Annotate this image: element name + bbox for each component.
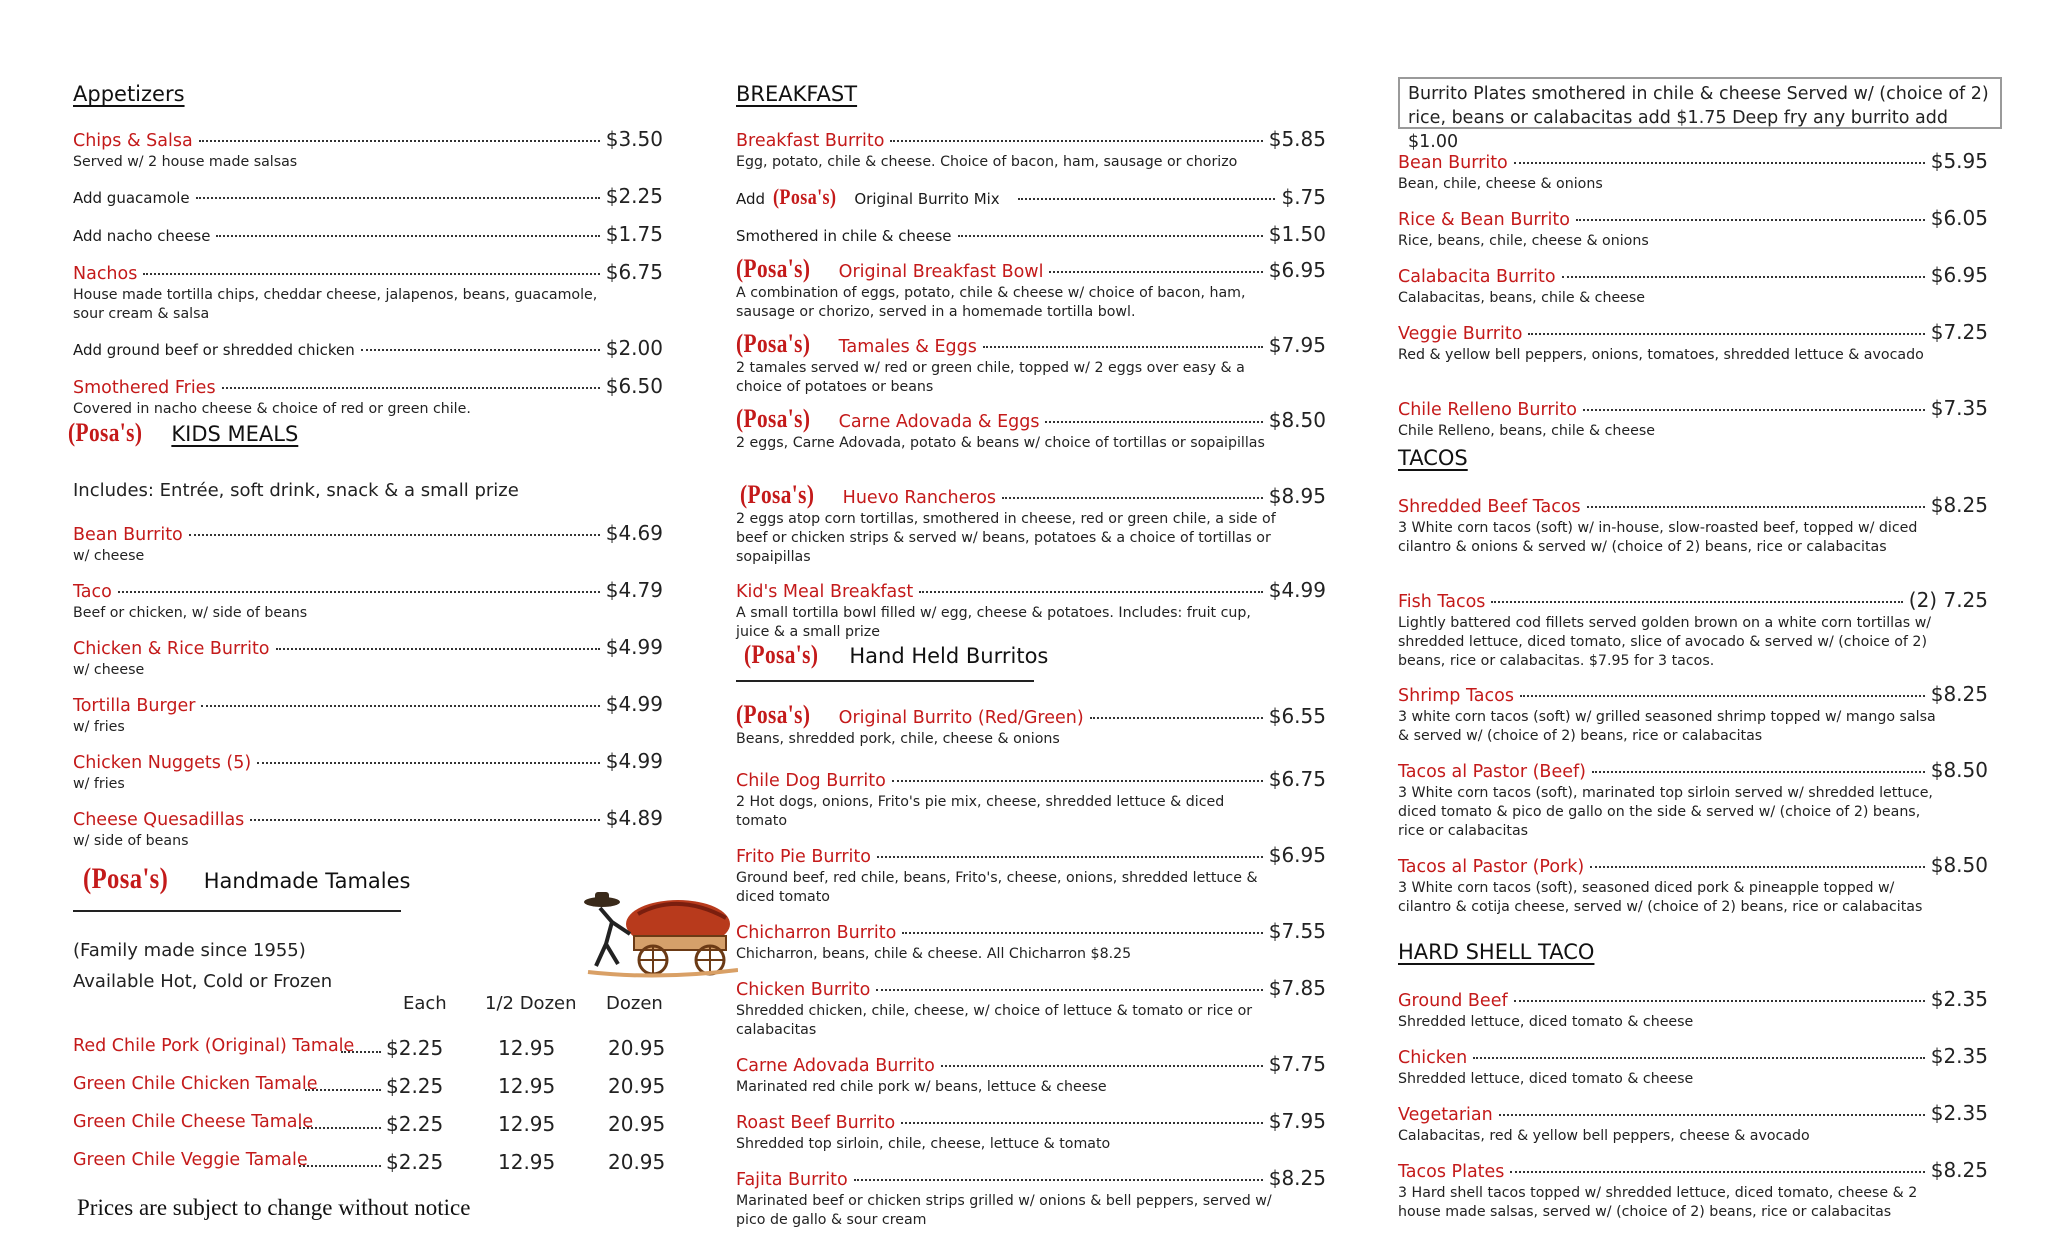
table-row: Green Chile Veggie Tamale $2.25 12.95 20.95: [73, 1150, 666, 1174]
menu-item: Chicken & Rice Burrito $4.99 w/ cheese: [73, 635, 663, 678]
menu-item: Carne Adovada Burrito $7.75 Marinated red chile pork w/ beans, lettuce & cheese: [736, 1052, 1326, 1095]
menu-item: Shredded Beef Tacos $8.25 3 White corn tacos (soft) w/ in-house, slow-roasted beef, topped w/ diced cilantro & onions & served w/ (choice of 2) beans, rice or calabacitas: [1398, 493, 1988, 555]
menu-item: Chile Relleno Burrito $7.35 Chile Relleno, beans, chile & cheese: [1398, 396, 1988, 439]
column-header-dozen: Dozen: [606, 993, 663, 1014]
hard-shell-taco-heading: HARD SHELL TACO: [1398, 940, 1595, 964]
menu-item: Tacos Plates $8.25 3 Hard shell tacos topped w/ shredded lettuce, diced tomato, cheese & 2 house made salsas, served w/ (choice of 2) beans, rice or calabacitas: [1398, 1158, 1988, 1220]
brand-logo: (Posa's): [736, 254, 811, 283]
table-row: Red Chile Pork (Original) Tamale $2.25 12.95 20.95: [73, 1036, 666, 1060]
menu-item: Chicken $2.35 Shredded lettuce, diced tomato & cheese: [1398, 1044, 1988, 1087]
menu-item: Fish Tacos (2) 7.25 Lightly battered cod fillets served golden brown on a white corn tortillas w/ shredded lettuce, diced tomato, slice of avocado & served w/ (choice of 2) beans, rice or calabacitas. $7.95 for 3 tacos.: [1398, 588, 1988, 669]
menu-item: Veggie Burrito $7.25 Red & yellow bell peppers, onions, tomatoes, shredded lettuce & avocado: [1398, 320, 1988, 363]
breakfast-heading: BREAKFAST: [736, 82, 858, 106]
chuckwagon-illustration: [578, 880, 738, 980]
menu-item: (Posa's) Carne Adovada & Eggs $8.50 2 eggs, Carne Adovada, potato & beans w/ choice of tortillas or sopaipillas: [736, 404, 1326, 451]
menu-item: (Posa's) Huevo Rancheros $8.95 2 eggs atop corn tortillas, smothered in cheese, red or green chile, a side of beef or chicken strips & served w/ beans, potatoes & a choice of tortillas or sopaipillas: [736, 480, 1326, 565]
tamales-note-1: (Family made since 1955): [73, 940, 306, 961]
menu-item: Add nacho cheese $1.75: [73, 222, 663, 246]
menu-item: Bean Burrito $4.69 w/ cheese: [73, 521, 663, 564]
menu-item: Cheese Quesadillas $4.89 w/ side of beans: [73, 806, 663, 849]
brand-logo: (Posa's): [740, 480, 815, 509]
menu-item: Chips & Salsa $3.50 Served w/ 2 house made salsas: [73, 127, 663, 170]
kids-meals-heading: (Posa's) KIDS MEALS: [68, 418, 299, 447]
menu-item: Tacos al Pastor (Beef) $8.50 3 White corn tacos (soft), marinated top sirloin served w/ shredded lettuce, diced tomato & pico de gallo on the side & served w/ (choice of 2) beans, rice or calabacitas: [1398, 758, 1988, 839]
tacos-heading: TACOS: [1398, 446, 1468, 470]
menu-item: Add ground beef or shredded chicken $2.00: [73, 336, 663, 360]
brand-logo: (Posa's): [736, 700, 811, 729]
menu-item: Tortilla Burger $4.99 w/ fries: [73, 692, 663, 735]
menu-item: (Posa's) Tamales & Eggs $7.95 2 tamales served w/ red or green chile, topped w/ 2 eggs over easy & a choice of potatoes or beans: [736, 329, 1326, 395]
brand-logo: (Posa's): [68, 418, 143, 447]
table-row: Green Chile Cheese Tamale $2.25 12.95 20.95: [73, 1112, 666, 1136]
menu-item: Frito Pie Burrito $6.95 Ground beef, red chile, beans, Frito's, cheese, onions, shredded lettuce & diced tomato: [736, 843, 1326, 905]
table-row: Green Chile Chicken Tamale $2.25 12.95 20.95: [73, 1074, 666, 1098]
menu-item: Add (Posa's) Original Burrito Mix $.75: [736, 184, 1326, 209]
brand-logo: (Posa's): [744, 640, 819, 669]
column-header-half-dozen: 1/2 Dozen: [485, 993, 577, 1014]
menu-item: Bean Burrito $5.95 Bean, chile, cheese & onions: [1398, 149, 1988, 192]
menu-item: Chicharron Burrito $7.55 Chicharron, beans, chile & cheese. All Chicharron $8.25: [736, 919, 1326, 962]
menu-item: Kid's Meal Breakfast $4.99 A small tortilla bowl filled w/ egg, cheese & potatoes. Includes: fruit cup, juice & a small prize: [736, 578, 1326, 640]
menu-item: Fajita Burrito $8.25 Marinated beef or chicken strips grilled w/ onions & bell peppers, served w/ pico de gallo & sour cream: [736, 1166, 1326, 1228]
heading-rule: [73, 910, 401, 912]
tamales-heading: (Posa's) Handmade Tamales: [83, 862, 411, 895]
menu-item: Nachos $6.75 House made tortilla chips, cheddar cheese, jalapenos, beans, guacamole, sour cream & salsa: [73, 260, 663, 322]
tamales-note-2: Available Hot, Cold or Frozen: [73, 971, 333, 992]
menu-item: Vegetarian $2.35 Calabacitas, red & yellow bell peppers, cheese & avocado: [1398, 1101, 1988, 1144]
menu-item: Shrimp Tacos $8.25 3 white corn tacos (soft) w/ grilled seasoned shrimp topped w/ mango salsa & served w/ (choice of 2) beans, rice or calabacitas: [1398, 682, 1988, 744]
kids-meals-note: Includes: Entrée, soft drink, snack & a small prize: [73, 480, 519, 501]
menu-item: Chicken Burrito $7.85 Shredded chicken, chile, cheese, w/ choice of lettuce & tomato or rice or calabacitas: [736, 976, 1326, 1038]
menu-item: Chicken Nuggets (5) $4.99 w/ fries: [73, 749, 663, 792]
menu-item: Ground Beef $2.35 Shredded lettuce, diced tomato & cheese: [1398, 987, 1988, 1030]
brand-logo: (Posa's): [773, 184, 837, 209]
brand-logo: (Posa's): [736, 329, 811, 358]
price-disclaimer: Prices are subject to change without notice: [77, 1195, 471, 1220]
brand-logo: (Posa's): [736, 404, 811, 433]
menu-item: Breakfast Burrito $5.85 Egg, potato, chile & cheese. Choice of bacon, ham, sausage or chorizo: [736, 127, 1326, 170]
menu-item: Tacos al Pastor (Pork) $8.50 3 White corn tacos (soft), seasoned diced pork & pineapple topped w/ cilantro & cotija cheese, served w/ (choice of 2) beans, rice or calabacitas: [1398, 853, 1988, 915]
hand-held-burritos-heading: (Posa's) Hand Held Burritos: [744, 640, 1049, 669]
menu-item: Taco $4.79 Beef or chicken, w/ side of beans: [73, 578, 663, 621]
menu-item: Smothered Fries $6.50 Covered in nacho cheese & choice of red or green chile.: [73, 374, 663, 417]
menu-item: Smothered in chile & cheese $1.50: [736, 222, 1326, 246]
burrito-plates-notice: Burrito Plates smothered in chile & cheese Served w/ (choice of 2) rice, beans or calabacitas add $1.75 Deep fry any burrito add $1.00: [1398, 77, 2002, 129]
menu-item: Add guacamole $2.25: [73, 184, 663, 208]
heading-rule: [736, 680, 1034, 682]
menu-item: (Posa's) Original Burrito (Red/Green) $6.55 Beans, shredded pork, chile, cheese & onions: [736, 700, 1326, 747]
menu-item: (Posa's) Original Breakfast Bowl $6.95 A combination of eggs, potato, chile & cheese w/ choice of bacon, ham, sausage or chorizo, served in a homemade tortilla bowl.: [736, 254, 1326, 320]
column-header-each: Each: [403, 993, 447, 1014]
menu-item: Chile Dog Burrito $6.75 2 Hot dogs, onions, Frito's pie mix, cheese, shredded lettuce & diced tomato: [736, 767, 1326, 829]
menu-item: Roast Beef Burrito $7.95 Shredded top sirloin, chile, cheese, lettuce & tomato: [736, 1109, 1326, 1152]
menu-item: Calabacita Burrito $6.95 Calabacitas, beans, chile & cheese: [1398, 263, 1988, 306]
menu-item: Rice & Bean Burrito $6.05 Rice, beans, chile, cheese & onions: [1398, 206, 1988, 249]
appetizers-heading: Appetizers: [73, 82, 185, 106]
brand-logo: (Posa's): [83, 862, 169, 895]
